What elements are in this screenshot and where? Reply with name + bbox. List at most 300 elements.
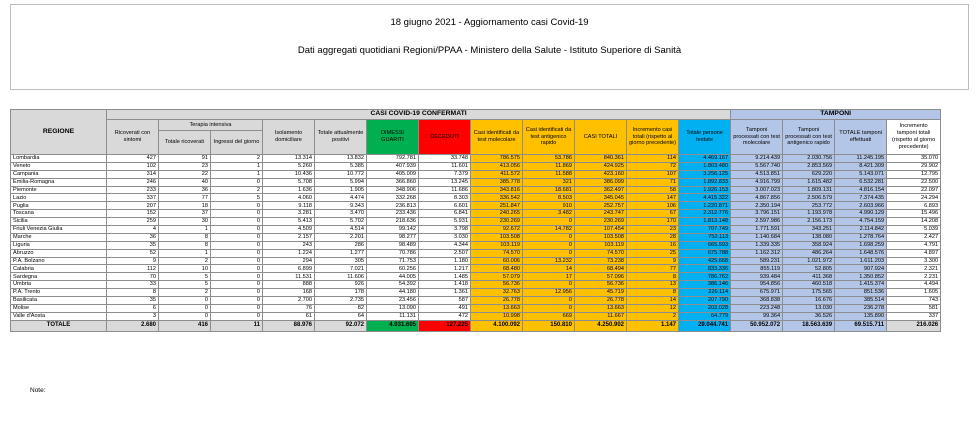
value-cell: 71 — [627, 178, 679, 186]
value-cell: 8 — [627, 289, 679, 297]
value-cell: 92.672 — [471, 226, 523, 234]
value-cell: 13.232 — [523, 257, 575, 265]
value-cell: 12 — [627, 304, 679, 312]
value-cell: 1.140.684 — [731, 233, 783, 241]
value-cell: 26.778 — [575, 297, 627, 305]
value-cell: 4.916.799 — [731, 178, 783, 186]
value-cell: 2.427 — [887, 233, 941, 241]
value-cell: 1.193.978 — [783, 210, 835, 218]
value-cell: 1.892.833 — [679, 178, 731, 186]
total-value-cell: 1.147 — [627, 320, 679, 331]
value-cell: 1.803.480 — [679, 162, 731, 170]
value-cell: 11.606 — [315, 273, 367, 281]
value-cell: 246 — [107, 178, 159, 186]
table-body — [11, 155, 941, 332]
value-cell: 223.248 — [731, 304, 783, 312]
value-cell: 4.791 — [887, 241, 941, 249]
value-cell: 0 — [159, 312, 211, 320]
value-cell: 5.708 — [263, 178, 315, 186]
col-tamponi-antigenico-header: Tamponi processati con test antigenico rapido — [783, 120, 835, 155]
region-name-cell: Basilicata — [11, 297, 107, 305]
value-cell: 259 — [107, 218, 159, 226]
region-name-cell: Calabria — [11, 265, 107, 273]
note-label: Note: — [30, 387, 46, 394]
value-cell: 28 — [627, 233, 679, 241]
value-cell: 3.007.023 — [731, 186, 783, 194]
value-cell: 385.514 — [835, 297, 887, 305]
value-cell: 54.392 — [367, 281, 419, 289]
col-ingressi-giorno-header: Ingressi del giorno — [211, 131, 263, 155]
value-cell: 1.217 — [419, 265, 471, 273]
region-name-cell: Emilia-Romagna — [11, 178, 107, 186]
value-cell: 321 — [523, 178, 575, 186]
total-value-cell: 92.072 — [315, 320, 367, 331]
value-cell: 2.114.842 — [835, 226, 887, 234]
value-cell: 5.143.071 — [835, 170, 887, 178]
value-cell: 3.300 — [887, 257, 941, 265]
value-cell: 0 — [211, 202, 263, 210]
value-cell: 16 — [627, 241, 679, 249]
value-cell: 954.856 — [731, 281, 783, 289]
col-incremento-casi-header: Incremento casi totali (rispetto al giorno precedente) — [627, 120, 679, 155]
value-cell: 77 — [159, 194, 211, 202]
value-cell: 74.570 — [471, 249, 523, 257]
value-cell: 1.224 — [263, 249, 315, 257]
value-cell: 82 — [315, 304, 367, 312]
value-cell: 0 — [523, 304, 575, 312]
value-cell: 33.748 — [419, 155, 471, 163]
value-cell: 40 — [159, 178, 211, 186]
value-cell: 472 — [419, 312, 471, 320]
value-cell: 17 — [523, 273, 575, 281]
value-cell: 230.269 — [575, 218, 627, 226]
value-cell: 77 — [627, 265, 679, 273]
value-cell: 4.494 — [887, 281, 941, 289]
value-cell: 4.344 — [419, 241, 471, 249]
value-cell: 4.060 — [263, 194, 315, 202]
value-cell: 1.636 — [263, 186, 315, 194]
value-cell: 4 — [107, 226, 159, 234]
value-cell: 36 — [159, 186, 211, 194]
value-cell: 13.663 — [471, 304, 523, 312]
total-value-cell: 216.026 — [887, 320, 941, 331]
region-name-cell: Friuli Venezia Giulia — [11, 226, 107, 234]
value-cell: 26.778 — [471, 297, 523, 305]
value-cell: 45.719 — [575, 289, 627, 297]
value-cell: 0 — [211, 297, 263, 305]
region-name-cell: Lazio — [11, 194, 107, 202]
value-cell: 491 — [419, 304, 471, 312]
value-cell: 2 — [211, 186, 263, 194]
value-cell: 102 — [107, 162, 159, 170]
value-cell: 5.039 — [887, 226, 941, 234]
terapia-intensiva-header: Terapia intensiva — [159, 120, 263, 131]
value-cell: 60.006 — [471, 257, 523, 265]
value-cell: 67 — [627, 210, 679, 218]
value-cell: 343.251 — [783, 226, 835, 234]
value-cell: 345.045 — [575, 194, 627, 202]
region-name-cell: Veneto — [11, 162, 107, 170]
value-cell: 107.454 — [575, 226, 627, 234]
value-cell: 358.924 — [783, 241, 835, 249]
value-cell: 0 — [211, 312, 263, 320]
total-value-cell: 11 — [211, 320, 263, 331]
total-value-cell: 69.515.711 — [835, 320, 887, 331]
value-cell: 8.421.309 — [835, 162, 887, 170]
value-cell: 91 — [159, 155, 211, 163]
value-cell: 58 — [627, 186, 679, 194]
casi-confermati-header: CASI COVID-19 CONFERMATI — [107, 110, 731, 120]
region-name-cell: Sardegna — [11, 273, 107, 281]
value-cell: 1.698.259 — [835, 241, 887, 249]
value-cell: 0 — [523, 233, 575, 241]
value-cell: 2.231 — [887, 273, 941, 281]
region-name-cell: P.A. Trento — [11, 289, 107, 297]
value-cell: 423.160 — [575, 170, 627, 178]
value-cell: 1.339.335 — [731, 241, 783, 249]
value-cell: 2 — [211, 155, 263, 163]
value-cell: 0 — [523, 241, 575, 249]
value-cell: 1 — [159, 249, 211, 257]
value-cell: 13.832 — [315, 155, 367, 163]
value-cell: 411.368 — [783, 273, 835, 281]
value-cell: 6.893 — [887, 202, 941, 210]
value-cell: 103.119 — [575, 241, 627, 249]
col-deceduti-header: DECEDUTI — [419, 120, 471, 155]
table-row — [11, 162, 941, 170]
total-value-cell: 88.976 — [263, 320, 315, 331]
value-cell: 57.096 — [575, 273, 627, 281]
value-cell: 5 — [211, 194, 263, 202]
value-cell: 10 — [159, 265, 211, 273]
value-cell: 11.531 — [263, 273, 315, 281]
value-cell: 7.379 — [419, 170, 471, 178]
value-cell: 103.508 — [471, 233, 523, 241]
col-attualmente-positivi-header: Totale attualmente positivi — [315, 120, 367, 155]
col-isolamento-header: Isolamento domiciliare — [263, 120, 315, 155]
value-cell: 669 — [523, 312, 575, 320]
value-cell: 0 — [211, 265, 263, 273]
value-cell: 0 — [523, 249, 575, 257]
tamponi-header: TAMPONI — [731, 110, 941, 120]
value-cell: 35 — [107, 297, 159, 305]
value-cell: 36.526 — [783, 312, 835, 320]
value-cell: 1.926.153 — [679, 186, 731, 194]
value-cell: 13.245 — [419, 178, 471, 186]
value-cell: 11.869 — [523, 162, 575, 170]
value-cell: 70 — [107, 273, 159, 281]
table-row — [11, 210, 941, 218]
value-cell: 9 — [107, 257, 159, 265]
value-cell: 2 — [627, 312, 679, 320]
value-cell: 175.565 — [783, 289, 835, 297]
value-cell: 99.142 — [367, 226, 419, 234]
value-cell: 0 — [211, 178, 263, 186]
value-cell: 4.867.856 — [731, 194, 783, 202]
value-cell: 405.009 — [367, 170, 419, 178]
table-row — [11, 233, 941, 241]
value-cell: 11.588 — [523, 170, 575, 178]
value-cell: 68.494 — [575, 265, 627, 273]
value-cell: 11.245.195 — [835, 155, 887, 163]
value-cell: 581 — [887, 304, 941, 312]
total-label-cell: TOTALE — [11, 320, 107, 331]
value-cell: 170 — [627, 218, 679, 226]
region-name-cell: Molise — [11, 304, 107, 312]
value-cell: 233 — [107, 186, 159, 194]
value-cell: 52.805 — [783, 265, 835, 273]
value-cell: 37 — [159, 210, 211, 218]
value-cell: 368.838 — [731, 297, 783, 305]
value-cell: 4.509 — [263, 226, 315, 234]
value-cell: 23 — [159, 162, 211, 170]
value-cell: 0 — [211, 249, 263, 257]
table-row — [11, 289, 941, 297]
table-row — [11, 178, 941, 186]
value-cell: 0 — [523, 297, 575, 305]
value-cell: 0 — [523, 281, 575, 289]
value-cell: 851.536 — [835, 289, 887, 297]
value-cell: 135.890 — [835, 312, 887, 320]
total-row — [11, 320, 941, 331]
region-name-cell: P.A. Bolzano — [11, 257, 107, 265]
value-cell: 71.753 — [367, 257, 419, 265]
value-cell: 11.686 — [419, 186, 471, 194]
value-cell: 1.350.852 — [835, 273, 887, 281]
value-cell: 7.374.435 — [835, 194, 887, 202]
region-name-cell: Marche — [11, 233, 107, 241]
value-cell: 23.456 — [367, 297, 419, 305]
col-persone-testate-header: Totale persone testate — [679, 120, 731, 155]
value-cell: 57.079 — [471, 273, 523, 281]
value-cell: 362.497 — [575, 186, 627, 194]
value-cell: 22 — [159, 170, 211, 178]
value-cell: 12.795 — [887, 170, 941, 178]
value-cell: 2.597.986 — [731, 218, 783, 226]
value-cell: 424.925 — [575, 162, 627, 170]
col-dimessi-guariti-header: DIMESSI GUARITI — [367, 120, 419, 155]
value-cell: 337 — [107, 194, 159, 202]
value-cell: 4.514 — [315, 226, 367, 234]
value-cell: 1.615.482 — [783, 178, 835, 186]
value-cell: 207.790 — [679, 297, 731, 305]
value-cell: 168 — [263, 289, 315, 297]
region-name-cell: Campania — [11, 170, 107, 178]
value-cell: 9.343 — [315, 202, 367, 210]
table-row — [11, 312, 941, 320]
value-cell: 243.747 — [575, 210, 627, 218]
value-cell: 1.648.576 — [835, 249, 887, 257]
value-cell: 243 — [263, 241, 315, 249]
value-cell: 207 — [107, 202, 159, 210]
value-cell: 5.931 — [419, 218, 471, 226]
value-cell: 7.021 — [315, 265, 367, 273]
value-cell: 240.265 — [471, 210, 523, 218]
value-cell: 23 — [627, 226, 679, 234]
table-row — [11, 297, 941, 305]
value-cell: 9.214.439 — [731, 155, 783, 163]
value-cell: 14.782 — [523, 226, 575, 234]
value-cell: 11.601 — [419, 162, 471, 170]
table-row — [11, 265, 941, 273]
total-value-cell: 4.100.092 — [471, 320, 523, 331]
value-cell: 2.603.966 — [835, 202, 887, 210]
value-cell: 4.469.167 — [679, 155, 731, 163]
table-row — [11, 273, 941, 281]
value-cell: 2.321 — [887, 265, 941, 273]
value-cell: 0 — [211, 241, 263, 249]
region-name-cell: Sicilia — [11, 218, 107, 226]
value-cell: 203.028 — [679, 304, 731, 312]
value-cell: 10.436 — [263, 170, 315, 178]
value-cell: 8.503 — [523, 194, 575, 202]
value-cell: 589.231 — [731, 257, 783, 265]
value-cell: 14 — [523, 265, 575, 273]
value-cell: 18.681 — [523, 186, 575, 194]
total-value-cell: 29.044.741 — [679, 320, 731, 331]
value-cell: 0 — [523, 218, 575, 226]
value-cell: 9 — [627, 257, 679, 265]
value-cell: 486.264 — [783, 249, 835, 257]
value-cell: 5.260 — [263, 162, 315, 170]
value-cell: 2 — [159, 257, 211, 265]
value-cell: 1.813.148 — [679, 218, 731, 226]
table-row — [11, 257, 941, 265]
value-cell: 1.021.972 — [783, 257, 835, 265]
value-cell: 0 — [211, 304, 263, 312]
value-cell: 294 — [263, 257, 315, 265]
col-totale-ricoverati-header: Totale ricoverati — [159, 131, 211, 155]
value-cell: 460.518 — [783, 281, 835, 289]
value-cell: 33 — [107, 281, 159, 289]
value-cell: 9.118 — [263, 202, 315, 210]
value-cell: 16.676 — [783, 297, 835, 305]
value-cell: 14.208 — [887, 218, 941, 226]
value-cell: 252.757 — [575, 202, 627, 210]
value-cell: 0 — [211, 281, 263, 289]
value-cell: 44.005 — [367, 273, 419, 281]
value-cell: 907.924 — [835, 265, 887, 273]
value-cell: 5.994 — [315, 178, 367, 186]
table-row — [11, 155, 941, 163]
value-cell: 56.736 — [575, 281, 627, 289]
value-cell: 1.278.764 — [835, 233, 887, 241]
value-cell: 939.484 — [731, 273, 783, 281]
value-cell: 30 — [159, 218, 211, 226]
table-row — [11, 202, 941, 210]
value-cell: 32.763 — [471, 289, 523, 297]
value-cell: 0 — [211, 257, 263, 265]
col-casi-antigenico-header: Casi identificati da test antigenico rapido — [523, 120, 575, 155]
value-cell: 52 — [107, 249, 159, 257]
value-cell: 2.157 — [263, 233, 315, 241]
region-name-cell: Liguria — [11, 241, 107, 249]
value-cell: 73.238 — [575, 257, 627, 265]
value-cell: 3.256.125 — [679, 170, 731, 178]
table-row — [11, 170, 941, 178]
value-cell: 4.897 — [887, 249, 941, 257]
value-cell: 103.119 — [471, 241, 523, 249]
value-cell: 35.070 — [887, 155, 941, 163]
value-cell: 103.508 — [575, 233, 627, 241]
value-cell: 64.779 — [679, 312, 731, 320]
value-cell: 1.415.374 — [835, 281, 887, 289]
value-cell: 0 — [211, 233, 263, 241]
value-cell: 64 — [315, 312, 367, 320]
value-cell: 8.303 — [419, 194, 471, 202]
value-cell: 5 — [159, 273, 211, 281]
value-cell: 1.611.203 — [835, 257, 887, 265]
value-cell: 35 — [107, 241, 159, 249]
value-cell: 152 — [107, 210, 159, 218]
value-cell: 74.570 — [575, 249, 627, 257]
value-cell: 2.507 — [419, 249, 471, 257]
value-cell: 366.860 — [367, 178, 419, 186]
value-cell: 18 — [159, 202, 211, 210]
value-cell: 2.700 — [263, 297, 315, 305]
value-cell: 425.668 — [679, 257, 731, 265]
value-cell: 1.809.131 — [783, 186, 835, 194]
value-cell: 4.415.322 — [679, 194, 731, 202]
table-row — [11, 241, 941, 249]
value-cell: 1.277 — [315, 249, 367, 257]
value-cell: 1.361 — [419, 289, 471, 297]
total-value-cell: 2.680 — [107, 320, 159, 331]
table-row — [11, 226, 941, 234]
region-name-cell: Lombardia — [11, 155, 107, 163]
value-cell: 68.480 — [471, 265, 523, 273]
value-cell: 1.771.591 — [731, 226, 783, 234]
value-cell: 348.906 — [367, 186, 419, 194]
value-cell: 910 — [523, 202, 575, 210]
value-cell: 233.436 — [367, 210, 419, 218]
value-cell: 833.336 — [679, 265, 731, 273]
value-cell: 2.201 — [315, 233, 367, 241]
col-casi-totali-header: CASI TOTALI — [575, 120, 627, 155]
value-cell: 98.277 — [367, 233, 419, 241]
total-value-cell: 50.952.072 — [731, 320, 783, 331]
value-cell: 70.786 — [367, 249, 419, 257]
value-cell: 3.482 — [523, 210, 575, 218]
value-cell: 5.385 — [315, 162, 367, 170]
value-cell: 286 — [315, 241, 367, 249]
value-cell: 427 — [107, 155, 159, 163]
value-cell: 10.772 — [315, 170, 367, 178]
value-cell: 2.506.579 — [783, 194, 835, 202]
value-cell: 4.754.159 — [835, 218, 887, 226]
value-cell: 629.220 — [783, 170, 835, 178]
value-cell: 2.735 — [315, 297, 367, 305]
value-cell: 675.971 — [731, 289, 783, 297]
value-cell: 6.841 — [419, 210, 471, 218]
value-cell: 4.513.851 — [731, 170, 783, 178]
value-cell: 407.939 — [367, 162, 419, 170]
value-cell: 138.080 — [783, 233, 835, 241]
value-cell: 24.294 — [887, 194, 941, 202]
value-cell: 1 — [211, 170, 263, 178]
value-cell: 3.281 — [263, 210, 315, 218]
value-cell: 855.119 — [731, 265, 783, 273]
value-cell: 792.781 — [367, 155, 419, 163]
value-cell: 336.542 — [471, 194, 523, 202]
value-cell: 56.736 — [471, 281, 523, 289]
value-cell: 4.990.129 — [835, 210, 887, 218]
region-name-cell: Toscana — [11, 210, 107, 218]
col-ricoverati-header: Ricoverati con sintomi — [107, 120, 159, 155]
table-row — [11, 194, 941, 202]
value-cell: 22.097 — [887, 186, 941, 194]
value-cell: 2.853.569 — [783, 162, 835, 170]
